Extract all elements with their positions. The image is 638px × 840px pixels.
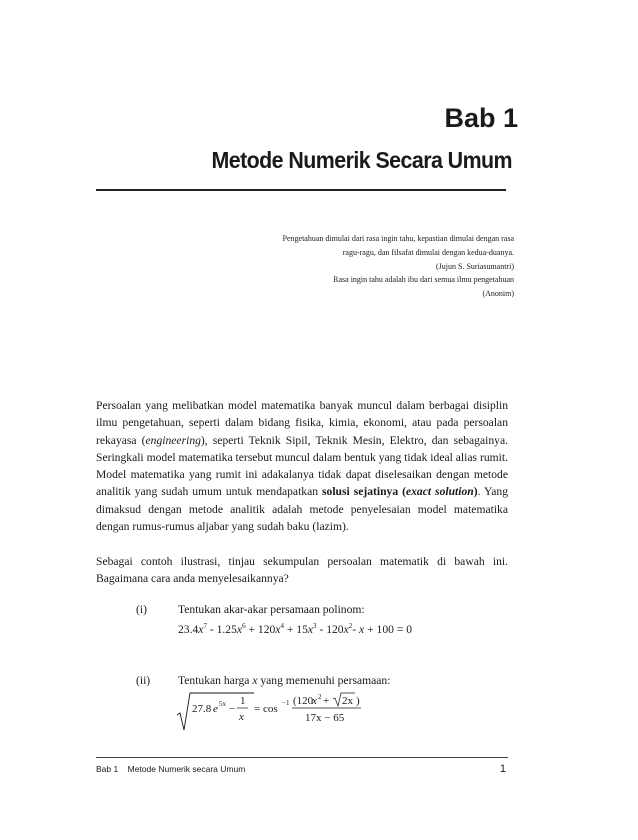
item-1-number: (i) (136, 603, 147, 616)
eq1-tail: + 100 = 0 (364, 623, 413, 636)
eq1-var: x (307, 623, 314, 636)
eq1-coef: - 1.25 (206, 623, 237, 636)
para1-text-b: ), seperti Teknik Sipil, Teknik Mesin, Elektro, dan sebagainya. Seringkali model matematika tersebut muncul dalam bentuk yang tidak ideal alias rumit. Model matematika yang rumit ini adakalanya tidak dapat diselesaikan dengan metode analitik yang sudah umum untuk mendapatkan (96, 433, 508, 499)
eq2-equals-cos: = cos (254, 703, 278, 715)
footer-divider (96, 757, 508, 758)
eq1-exp: 7 (203, 622, 207, 630)
eq2-coef: 27.8 (192, 703, 212, 715)
eq1-coef: 23.4 (178, 623, 199, 636)
title-divider (96, 189, 506, 191)
chapter-title: Metode Numerik Secara Umum (211, 147, 512, 173)
eq2-rhs-num-close: ) (356, 695, 360, 707)
eq1-coef: - (352, 623, 360, 636)
para1-engineering-term: engineering (145, 433, 201, 447)
eq1-var: x (275, 623, 281, 636)
eq2-exp: 5x (219, 700, 226, 708)
para1-text-c: . Yang dimaksud dengan metode analitik adalah metode penyelesaian model matematika dengan rumus-rumus aljabar yang sudah baku (lazim). (96, 485, 508, 534)
para1-bold-italic-term: exact solution (405, 485, 474, 499)
para1-bold-term: solusi sejatinya (322, 485, 399, 499)
item-1-text: Tentukan akar-akar persamaan polinom: (178, 603, 365, 616)
chapter-label: Bab 1 (444, 103, 518, 133)
eq1-exp: 4 (280, 622, 284, 630)
body-paragraph-2: Sebagai contoh ilustrasi, tinjau sekumpulan persoalan matematik di bawah ini. Bagaimana cara anda menyelesaikannya? (96, 555, 508, 586)
item-2-text (178, 674, 390, 687)
eq2-rhs-num-root: 2x (342, 695, 353, 707)
eq2-frac-num: 1 (240, 695, 246, 707)
para1-bold-close: ) (473, 485, 478, 499)
epigraph-2 (214, 273, 514, 301)
eq1-exp: 2 (348, 622, 353, 630)
eq2-rhs-num-x: x (312, 695, 317, 707)
eq1-var: x (198, 623, 204, 636)
epigraph-1-line2: ragu-ragu, dan filsafat dimulai dengan kedua-duanya. (342, 248, 514, 257)
item-2-text-a: Tentukan harga (178, 674, 253, 687)
epigraph-1-author: (Jujun S. Suriasumantri) (436, 262, 514, 271)
eq2-rhs-num-a: (120 (293, 695, 314, 707)
footer-page-number: 1 (499, 763, 506, 775)
eq1-coef: - 120 (316, 623, 344, 636)
eq2-rhs-num-sq: 2 (318, 693, 322, 701)
eq2-rhs-num-plus: + (323, 695, 330, 707)
eq1-var: x (359, 623, 365, 636)
epigraph-2-author: (Anonim) (482, 289, 514, 298)
para1-text-a: Persoalan yang melibatkan model matematika banyak muncul dalam berbagai disiplin ilmu pengetahuan, seperti dalam bidang fisika, kimia, ekonomi, atau pada persoalan rekayasa ( (96, 399, 508, 447)
item-2-text-var: x (252, 674, 258, 687)
transcendental-equation (175, 690, 375, 734)
eq2-inverse: −1 (282, 699, 290, 707)
eq2-minus: − (229, 703, 236, 715)
epigraph-1 (214, 232, 514, 274)
eq2-base: e (213, 703, 218, 715)
epigraph-1-line1: Pengetahuan dimulai dari rasa ingin tahu, kepastian dimulai dengan rasa (282, 234, 514, 243)
body-paragraph-1 (96, 397, 508, 535)
para1-bold-open: ( (398, 485, 406, 499)
eq2-rhs-den: 17x − 65 (305, 712, 345, 724)
eq1-exp: 6 (242, 622, 246, 630)
item-2-text-b: yang memenuhi persamaan: (257, 674, 391, 687)
eq1-coef: + 120 (245, 623, 276, 636)
eq1-var: x (343, 623, 349, 636)
eq1-exp: 3 (313, 622, 317, 630)
epigraph-2-line1: Rasa ingin tahu adalah ibu dari semua ilmu pengetahuan (333, 275, 514, 284)
eq1-var: x (236, 623, 243, 636)
eq2-frac-den: x (239, 711, 244, 723)
polynomial-equation (178, 623, 412, 636)
item-2-number: (ii) (136, 674, 151, 687)
footer-running-title: Bab 1 Metode Numerik secara Umum (96, 764, 246, 774)
eq1-coef: + 15 (283, 623, 308, 636)
